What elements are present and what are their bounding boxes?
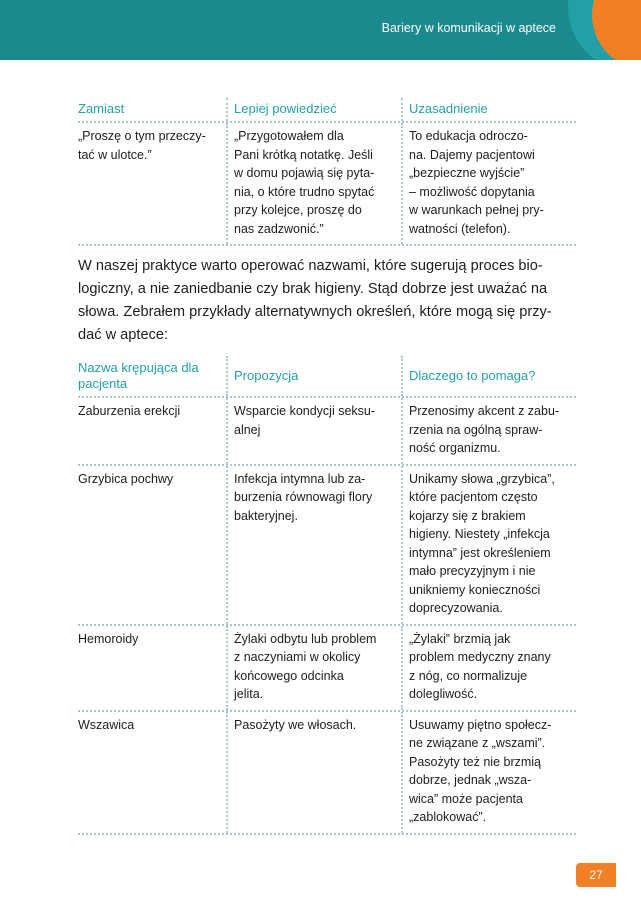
table-cell: „Żylaki” brzmią jak problem medyczny znany z nóg, co normalizuje dolegliwość. (401, 626, 576, 710)
table-row (78, 712, 576, 835)
table-cell: Grzybica pochwy (78, 471, 174, 486)
table-cell: Pasożyty we włosach. (226, 712, 401, 833)
header-title: Bariery w komunikacji w aptece (381, 21, 556, 35)
column-header-nazwa: Nazwa krępująca dla pacjenta (78, 360, 199, 391)
table-cell: Wsparcie kondycji seksu- alnej (226, 398, 401, 464)
page-number: 27 (576, 863, 616, 887)
table-cell: Infekcja intymna lub za- burzenia równowagi flory bakteryjnej. (226, 466, 401, 624)
alternative-names-table (78, 356, 576, 835)
table-cell: „Przygotowałem dla Pani krótką notatkę. Jeśli w domu pojawią się pyta- nia, o które trudno spytać przy kolejce, proszę do nas zadzwonić.” (226, 123, 401, 244)
table-header-row (78, 98, 576, 123)
table-cell: Hemoroidy (78, 631, 139, 646)
column-header-propozycja: Propozycja (226, 356, 401, 396)
column-header-dlaczego: Dlaczego to pomaga? (401, 356, 576, 396)
table-cell: Przenosimy akcent z zabu- rzenia na ogólną spraw- ność organizmu. (401, 398, 576, 464)
table-cell: To edukacja odroczo- na. Dajemy pacjentowi „bezpieczne wyjście” – możliwość dopytania w warunkach pełnej pry- watności (telefon). (401, 123, 576, 244)
page-header (0, 0, 641, 60)
table-cell: Unikamy słowa „grzybica”, które pacjentom często kojarzy się z brakiem higieny. Niestety „infekcja intymna” jest określeniem mało precyzyjnym i nie unikniemy konieczności doprecyzowania. (401, 466, 576, 624)
table-cell: „Proszę o tym przeczy- tać w ulotce.” (78, 129, 206, 162)
table-row (78, 123, 576, 246)
table-cell: Żylaki odbytu lub problem z naczyniami w okolicy końcowego odcinka jelita. (226, 626, 401, 710)
table-cell: Zaburzenia erekcji (78, 404, 181, 418)
table-header-row (78, 356, 576, 398)
body-paragraph: W naszej praktyce warto operować nazwami, które sugerują proces bio- logiczny, a nie zaniedbanie czy brak higieny. Stąd dobrze jest uważać na słowa. Zebrałem przykłady alternatywnych określeń, które mogą się przy- dać w aptece: (78, 258, 552, 343)
phrases-table (78, 98, 576, 246)
table-cell: Usuwamy piętno społecz- ne związane z „wszami”. Pasożyty też nie brzmią dobrze, jednak „wsza- wica” może pacjenta „zablokować”. (401, 712, 576, 833)
column-header-zamiast: Zamiast (78, 101, 125, 116)
column-header-uzasadnienie: Uzasadnienie (401, 98, 576, 121)
column-header-lepiej: Lepiej powiedzieć (226, 98, 401, 121)
table-cell: Wszawica (78, 717, 135, 732)
table-row (78, 626, 576, 712)
table-row (78, 466, 576, 626)
table-row (78, 398, 576, 466)
